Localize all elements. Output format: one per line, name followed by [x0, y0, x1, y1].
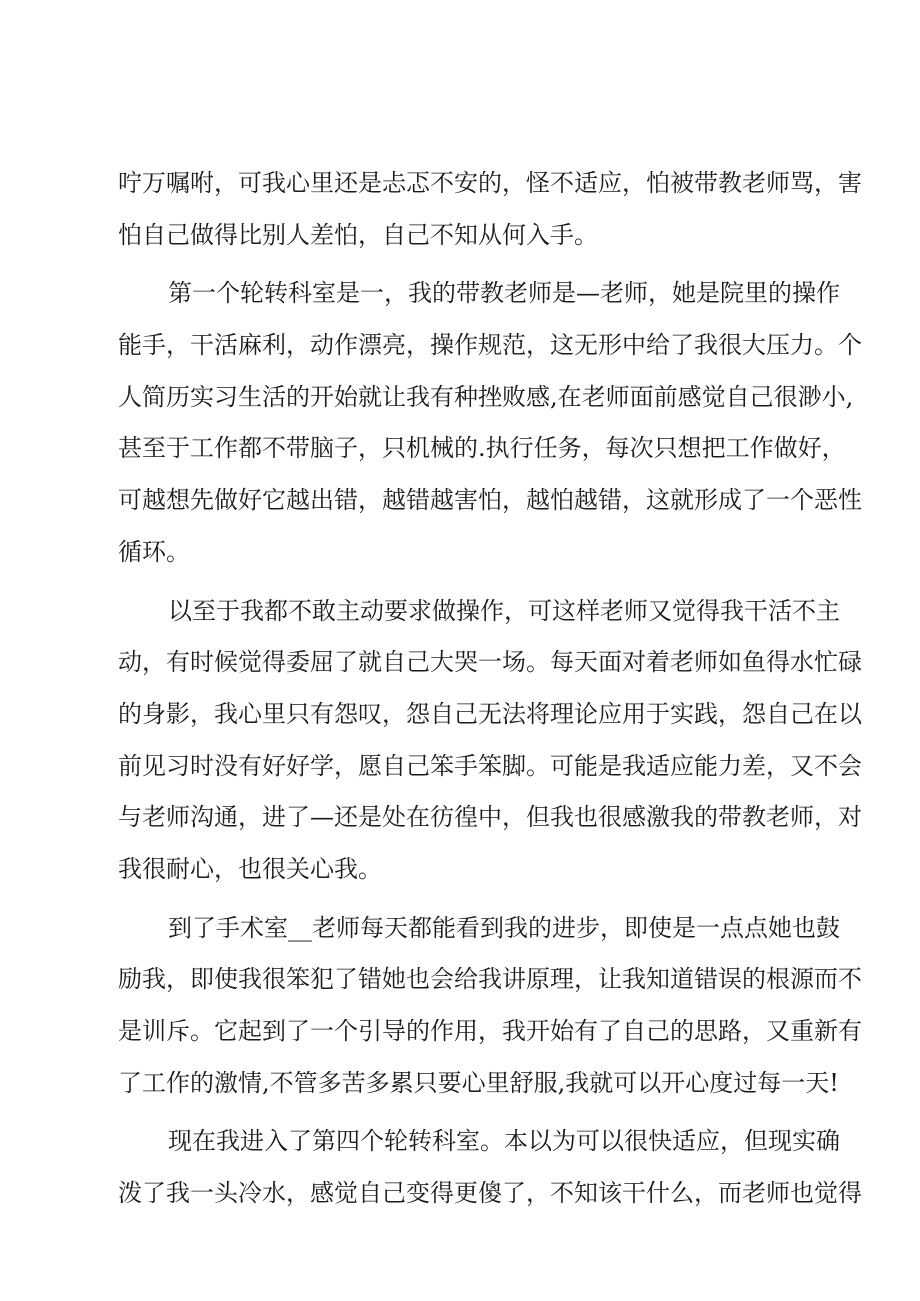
paragraph — [118, 158, 862, 261]
text-line: 第一个轮转科室是一，我的带教老师是—老师，她是院里的操作 — [168, 279, 840, 308]
text-line: 以至于我都不敢主动要求做操作，可这样老师又觉得我干活不主 — [168, 596, 840, 625]
text-line: 的身影，我心里只有怨叹，怨自己无法将理论应用于实践，怨自己在以 — [118, 699, 862, 728]
text-line: 人简历实习生活的开始就让我有种挫败感,在老师面前感觉自己很渺小, — [118, 382, 854, 411]
paragraph — [118, 1116, 862, 1219]
text-line: 动，有时候觉得委屈了就自己大哭一场。每天面对着老师如鱼得水忙碌 — [118, 648, 862, 677]
text-line: 泼了我一头冷水，感觉自己变得更傻了，不知该干什么，而老师也觉得 — [118, 1179, 862, 1208]
text-line: 了工作的激情,不管多苦多累只要心里舒服,我就可以开心度过每一天! — [118, 1068, 839, 1097]
text-line: 与老师沟通，进了—还是处在彷徨中，但我也很感激我的带教老师，对 — [118, 803, 862, 832]
text-line: 是训斥。它起到了一个引导的作用，我开始有了自己的思路，又重新有 — [118, 1017, 862, 1045]
paragraph — [118, 268, 862, 578]
text-line: 能手，干活麻利，动作漂亮，操作规范，这无形中给了我很大压力。个 — [118, 331, 862, 360]
document-body — [118, 158, 862, 1220]
text-line: 我很耐心，也很关心我。 — [118, 854, 382, 883]
text-line: 循环。 — [118, 537, 190, 566]
paragraph — [118, 903, 862, 1110]
text-line: 现在我进入了第四个轮转科室。本以为可以很快适应，但现实确 — [168, 1127, 840, 1156]
text-line: 甚至于工作都不带脑子，只机械的.执行任务，每次只想把工作做好， — [118, 434, 846, 463]
text-line: 可越想先做好它越出错，越错越害怕，越怕越错，这就形成了一个恶性 — [118, 486, 862, 515]
text-line: 怕自己做得比别人差怕，自己不知从何入手。 — [118, 220, 598, 249]
text-line: 励我，即使我很笨犯了错她也会给我讲原理，让我知道错误的根源而不 — [118, 965, 862, 994]
text-line: 前见习时没有好好学，愿自己笨手笨脚。可能是我适应能力差，又不会 — [118, 751, 862, 780]
text-line: 到了手术室__老师每天都能看到我的进步，即使是一点点她也鼓 — [168, 913, 840, 942]
text-line: 咛万嘱咐，可我心里还是忐忑不安的，怪不适应，怕被带教老师骂，害 — [118, 169, 862, 197]
paragraph — [118, 586, 862, 896]
